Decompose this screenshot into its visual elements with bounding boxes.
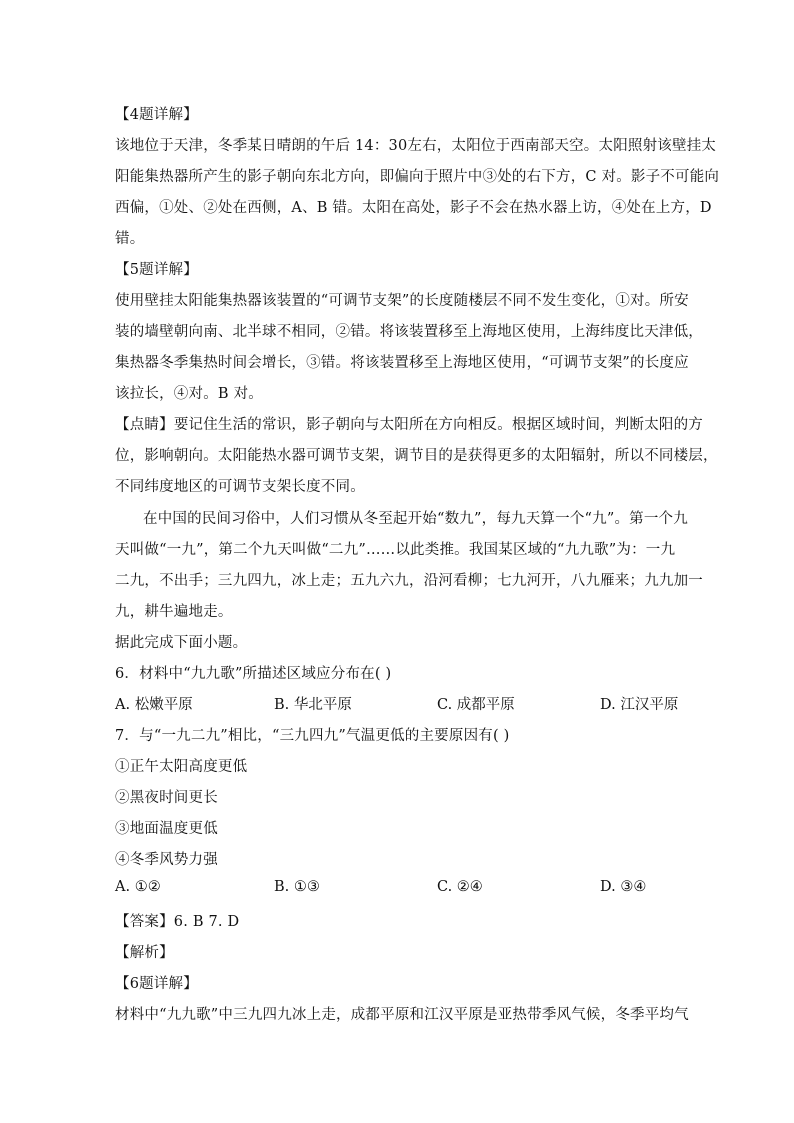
instruction: 据此完成下面小题。 <box>115 635 248 651</box>
q6-option-b: B. 华北平原 <box>274 697 352 713</box>
q5-heading: 【5题详解】 <box>115 262 198 278</box>
q5-body-line-2: 装的墙壁朝向南、北半球不相同，②错。将该装置移至上海地区使用，上海纬度比天津低， <box>115 324 703 340</box>
q6-option-c: C. 成都平原 <box>437 697 515 713</box>
q7-statement-3: ③地面温度更低 <box>115 821 218 837</box>
q4-body-line-2: 阳能集热器所产生的影子朝向东北方向，即偏向于照片中③处的右下方，C 对。影子不可能向 <box>115 169 720 185</box>
q6-body-line-1: 材料中“九九歌”中三九四九冰上走，成都平原和江汉平原是亚热带季风气候，冬季平均气 <box>115 1007 689 1023</box>
q6-heading: 【6题详解】 <box>115 976 198 992</box>
tip-heading: 【点睛】 <box>115 417 174 433</box>
q4-heading: 【4题详解】 <box>115 107 198 123</box>
material-line-4: 九，耕牛遍地走。 <box>115 604 233 620</box>
q7-stem: 7．与“一九二九”相比，“三九四九”气温更低的主要原因有( ) <box>115 728 510 744</box>
q5-body-line-1: 使用壁挂太阳能集热器该装置的“可调节支架”的长度随楼层不同不发生变化，①对。所安 <box>115 293 689 309</box>
q7-option-a: A. ①② <box>115 879 161 895</box>
analysis-heading: 【解析】 <box>115 945 174 961</box>
q7-option-d: D. ③④ <box>600 879 647 895</box>
q7-statement-1: ①正午太阳高度更低 <box>115 759 248 775</box>
tip-body-line-2: 位，影响朝向。太阳能热水器可调节支架，调节目的是获得更多的太阳辐射，所以不同楼层， <box>115 448 718 464</box>
material-line-1: 在中国的民间习俗中，人们习惯从冬至起开始“数九”，每九天算一个“九”。第一个九 <box>143 511 688 527</box>
q6-stem: 6．材料中“九九歌”所描述区域应分布在( ) <box>115 666 392 682</box>
tip-line-1 <box>115 413 703 434</box>
q4-body-line-3: 西偏，①处、②处在西侧，A、B 错。太阳在高处，影子不会在热水器上访，④处在上方，D <box>115 200 712 216</box>
q5-body-line-4: 该拉长，④对。B 对。 <box>115 386 263 402</box>
material-line-2: 天叫做“一九”，第二个九天叫做“二九”……以此类推。我国某区域的“九九歌”为：一九 <box>115 542 676 558</box>
q6-option-d: D. 江汉平原 <box>600 697 679 713</box>
q7-statement-2: ②黑夜时间更长 <box>115 790 218 806</box>
q7-statement-4: ④冬季风势力强 <box>115 852 218 868</box>
q4-body-line-1: 该地位于天津，冬季某日晴朗的午后 14：30左右，太阳位于西南部天空。太阳照射该壁挂太 <box>115 138 717 154</box>
answer-line: 【答案】6. B 7. D <box>115 914 240 930</box>
q5-body-line-3: 集热器冬季集热时间会增长，③错。将该装置移至上海地区使用，“可调节支架”的长度应 <box>115 355 689 371</box>
q4-body-line-4: 错。 <box>115 231 145 247</box>
q6-option-a: A. 松嫩平原 <box>115 697 193 713</box>
tip-body-line-1: 要记住生活的常识，影子朝向与太阳所在方向相反。根据区域时间，判断太阳的方 <box>173 417 704 433</box>
material-line-3: 二九，不出手；三九四九，冰上走；五九六九，沿河看柳；七九河开，八九雁来；九九加一 <box>115 573 703 589</box>
tip-body-line-3: 不同纬度地区的可调节支架长度不同。 <box>115 479 365 495</box>
q7-option-b: B. ①③ <box>274 879 320 895</box>
q7-option-c: C. ②④ <box>437 879 483 895</box>
